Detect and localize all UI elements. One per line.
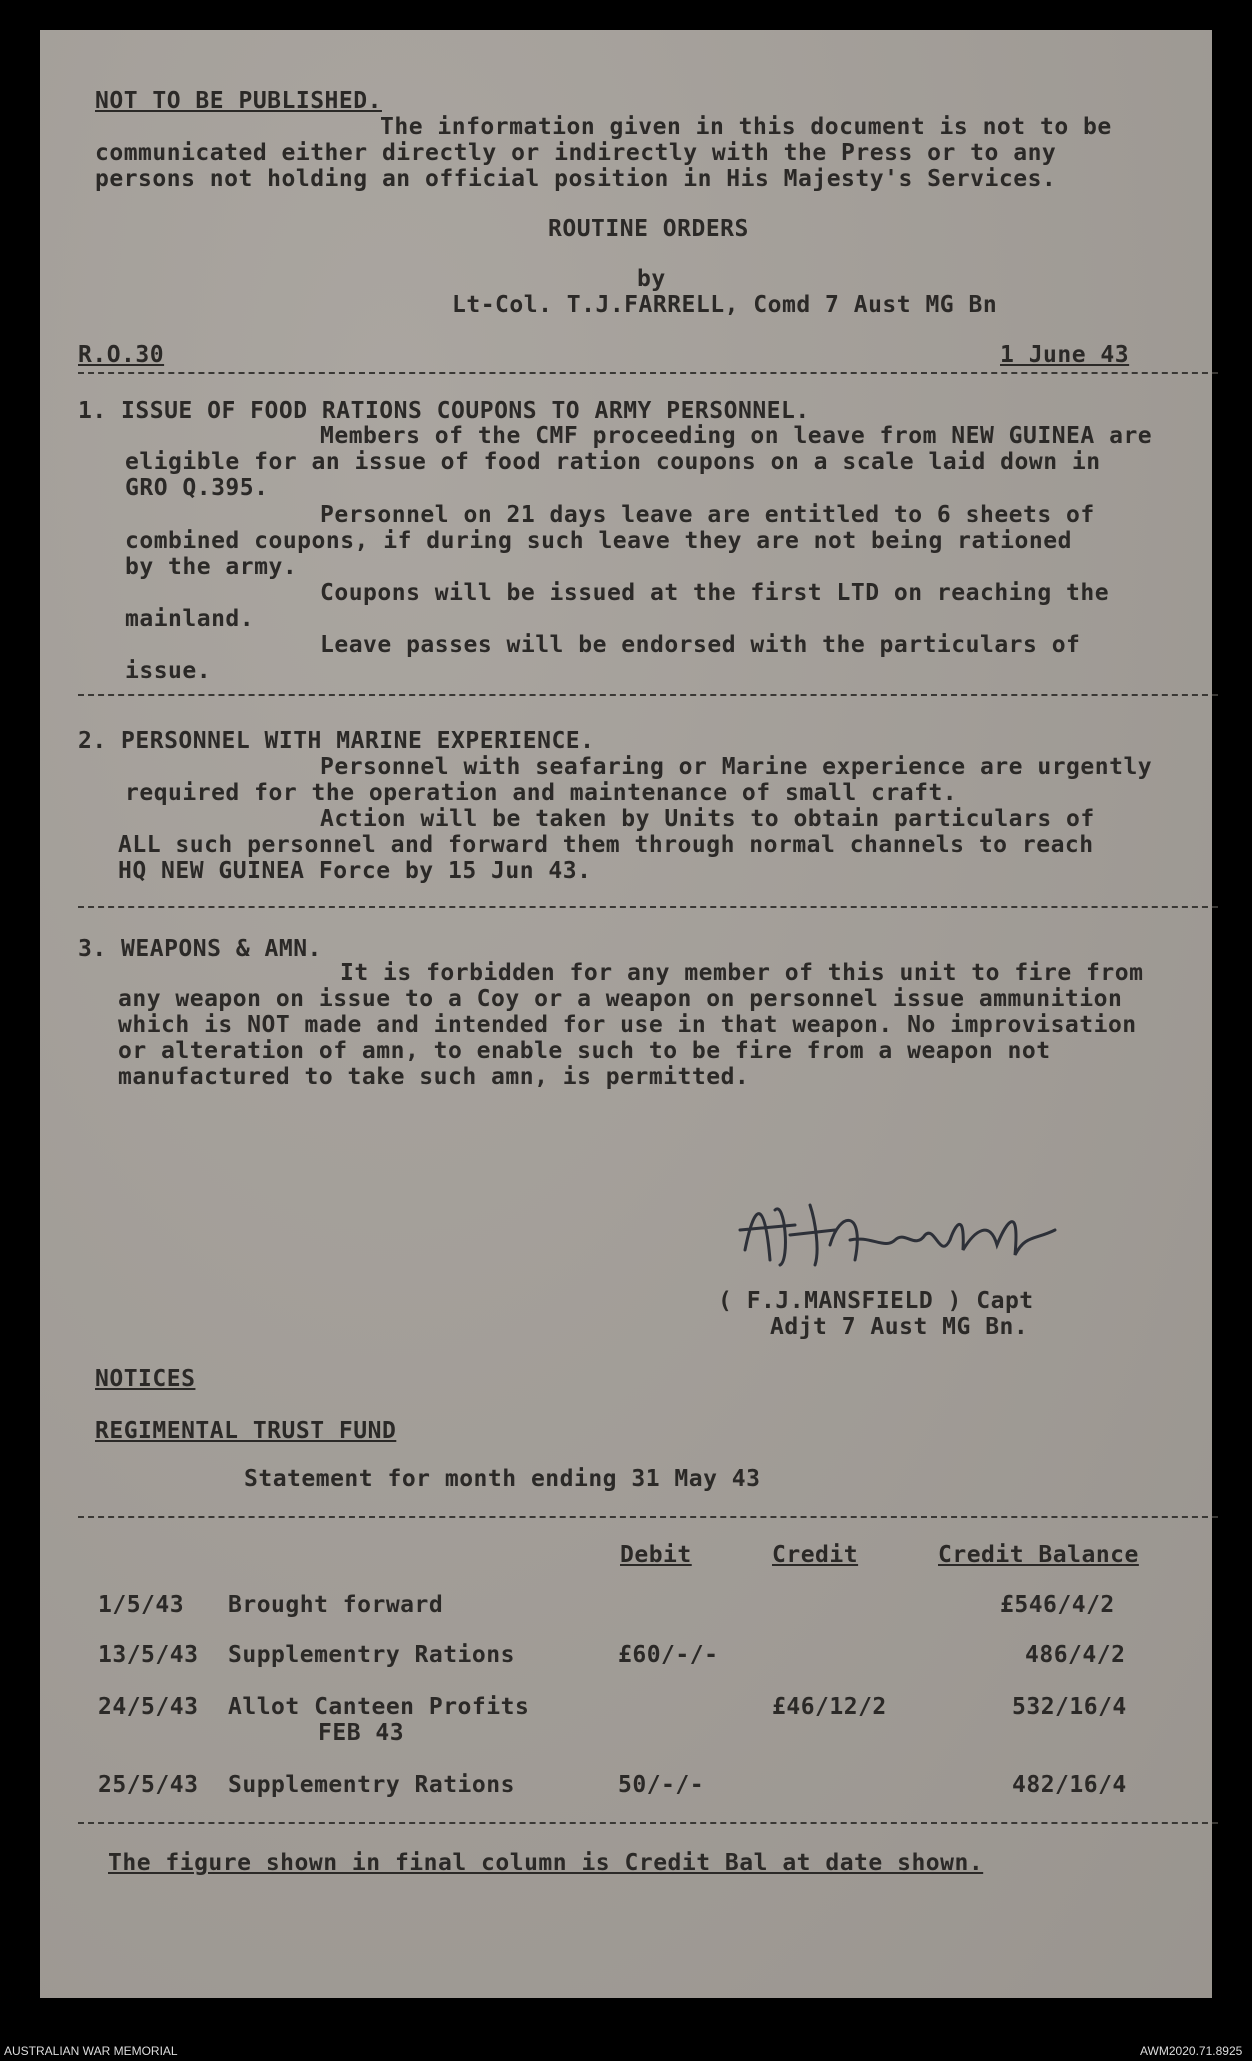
section-1-heading: 1. ISSUE OF FOOD RATIONS COUPONS TO ARMY PERSONNEL. — [78, 398, 810, 424]
signatory-name: ( F.J.MANSFIELD ) Capt — [718, 1288, 1034, 1314]
column-debit: Debit — [620, 1542, 692, 1568]
section-1-line: Personnel on 21 days leave are entitled to 6 sheets of — [320, 502, 1095, 528]
section-3-line: which is NOT made and intended for use in that weapon. No improvisation — [118, 1012, 1137, 1038]
row-date: 25/5/43 — [98, 1772, 199, 1798]
row-description: Supplementry Rations — [228, 1772, 515, 1798]
section-1-line: mainland. — [125, 606, 255, 632]
row-debit: £60/-/- — [618, 1642, 719, 1668]
archive-credit: AUSTRALIAN WAR MEMORIAL — [4, 2044, 178, 2058]
section-3-heading: 3. WEAPONS & AMN. — [78, 936, 322, 962]
notices-heading: NOTICES — [95, 1366, 196, 1392]
separator — [78, 694, 1218, 696]
separator — [78, 372, 1218, 374]
section-1-line: issue. — [125, 658, 212, 684]
section-2-line: ALL such personnel and forward them through normal channels to reach — [118, 832, 1094, 858]
section-3-line: It is forbidden for any member of this unit to fire from — [340, 960, 1144, 986]
section-1-line: Members of the CMF proceeding on leave from NEW GUINEA are — [320, 423, 1153, 449]
separator — [78, 906, 1218, 908]
separator — [78, 1822, 1218, 1824]
row-credit: £46/12/2 — [772, 1694, 887, 1720]
row-balance: 532/16/4 — [1012, 1694, 1127, 1720]
row-date: 13/5/43 — [98, 1642, 199, 1668]
row-description: Allot Canteen Profits — [228, 1694, 530, 1720]
separator — [78, 1516, 1218, 1518]
handwritten-signature — [735, 1190, 1095, 1280]
notice-line: The information given in this document is not to be — [380, 114, 1112, 140]
section-2-line: Action will be taken by Units to obtain particulars of — [320, 806, 1095, 832]
column-credit-balance: Credit Balance — [938, 1542, 1139, 1568]
statement-title: Statement for month ending 31 May 43 — [244, 1466, 761, 1492]
column-credit: Credit — [772, 1542, 859, 1568]
row-balance: 482/16/4 — [1012, 1772, 1127, 1798]
issuing-officer: Lt-Col. T.J.FARRELL, Comd 7 Aust MG Bn — [452, 292, 998, 318]
section-2-heading: 2. PERSONNEL WITH MARINE EXPERIENCE. — [78, 728, 595, 754]
notice-line: communicated either directly or indirectly with the Press or to any — [95, 140, 1057, 166]
section-2-line: HQ NEW GUINEA Force by 15 Jun 43. — [118, 858, 592, 884]
row-balance: £546/4/2 — [1000, 1592, 1115, 1618]
order-number: R.O.30 — [78, 342, 165, 368]
row-balance: 486/4/2 — [1025, 1642, 1126, 1668]
section-1-line: Leave passes will be endorsed with the particulars of — [320, 632, 1081, 658]
row-description: Supplementry Rations — [228, 1642, 515, 1668]
table-footnote: The figure shown in final column is Credit Bal at date shown. — [108, 1850, 984, 1876]
fund-heading: REGIMENTAL TRUST FUND — [95, 1418, 397, 1444]
section-1-line: by the army. — [125, 554, 298, 580]
row-date: 24/5/43 — [98, 1694, 199, 1720]
section-1-line: GRO Q.395. — [125, 475, 269, 501]
restriction-heading: NOT TO BE PUBLISHED. — [95, 88, 382, 114]
section-3-line: any weapon on issue to a Coy or a weapon on personnel issue ammunition — [118, 986, 1123, 1012]
document-title: ROUTINE ORDERS — [548, 216, 749, 242]
signatory-title: Adjt 7 Aust MG Bn. — [770, 1314, 1029, 1340]
section-1-line: combined coupons, if during such leave they are not being rationed — [125, 528, 1072, 554]
row-date: 1/5/43 — [98, 1592, 185, 1618]
archive-reference: AWM2020.71.8925 — [1140, 2044, 1243, 2058]
section-3-line: manufactured to take such amn, is permitted. — [118, 1064, 750, 1090]
section-3-line: or alteration of amn, to enable such to be fire from a weapon not — [118, 1038, 1051, 1064]
notice-line: persons not holding an official position in His Majesty's Services. — [95, 166, 1057, 192]
row-debit: 50/-/- — [618, 1772, 705, 1798]
order-date: 1 June 43 — [1000, 342, 1130, 368]
section-1-line: Coupons will be issued at the first LTD on reaching the — [320, 580, 1110, 606]
section-2-line: Personnel with seafaring or Marine experience are urgently — [320, 754, 1153, 780]
section-2-line: required for the operation and maintenance of small craft. — [125, 780, 958, 806]
section-1-line: eligible for an issue of food ration coupons on a scale laid down in — [125, 449, 1101, 475]
row-description-cont: FEB 43 — [318, 1720, 405, 1746]
row-description: Brought forward — [228, 1592, 444, 1618]
title-by: by — [637, 266, 666, 292]
